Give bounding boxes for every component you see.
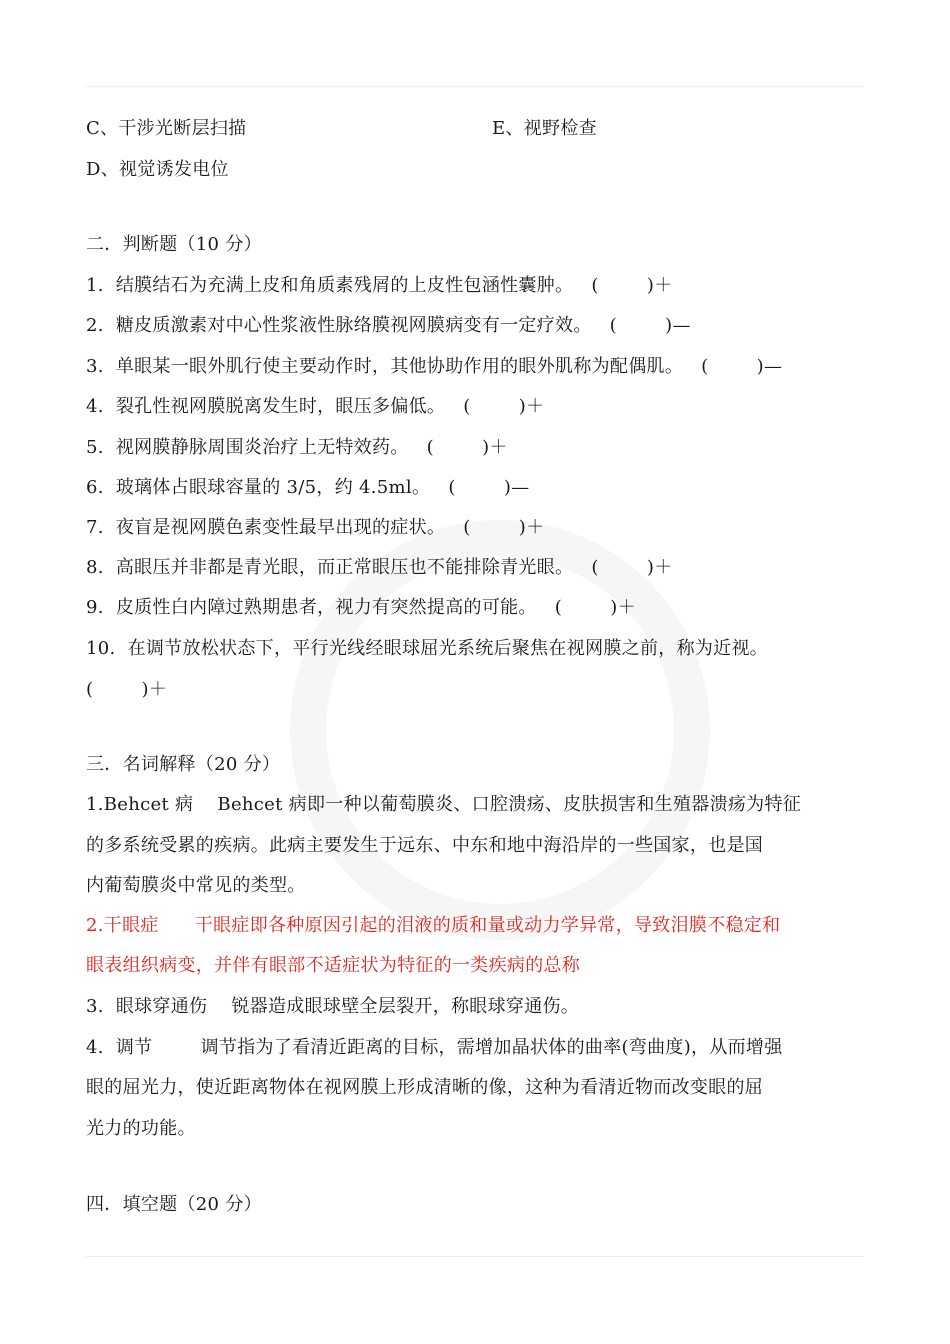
watermark-logo [290,520,710,940]
term-4-line-1: 4. 调节 调节指为了看清近距离的目标，需增加晶状体的曲率(弯曲度)，从而增强 [86,1037,783,1058]
option-c: C、干涉光断层扫描 [86,118,247,139]
tf-item-9: 9. 皮质性白内障过熟期患者，视力有突然提高的可能。 ( )＋ [86,597,636,618]
tf-item-10: 10. 在调节放松状态下，平行光线经眼球屈光系统后聚焦在视网膜之前，称为近视。 [86,638,769,659]
tf-item-7: 7. 夜盲是视网膜色素变性最早出现的症状。 ( )＋ [86,517,545,538]
term-1-line-3: 内葡萄膜炎中常见的类型。 [86,875,306,896]
section4-title: 四．填空题（20 分） [86,1194,262,1215]
tf-item-4: 4. 裂孔性视网膜脱离发生时，眼压多偏低。 ( )＋ [86,396,545,417]
term-1-line-1: 1.Behcet 病 Behcet 病即一种以葡萄膜炎、口腔溃疡、皮肤损害和生殖器溃疡为特征 [86,794,802,815]
tf-item-5: 5. 视网膜静脉周围炎治疗上无特效药。 ( )＋ [86,437,508,458]
tf-item-1: 1. 结膜结石为充满上皮和角质素残屑的上皮性包涵性囊肿。 ( )＋ [86,275,673,296]
section3-title: 三．名词解释（20 分） [86,754,281,775]
header-rule [86,86,864,87]
tf-item-6: 6. 玻璃体占眼球容量的 3/5，约 4.5ml。 ( )— [86,477,530,498]
tf-item-8: 8. 高眼压并非都是青光眼，而正常眼压也不能排除青光眼。 ( )＋ [86,557,673,578]
term-1-line-2: 的多系统受累的疾病。此病主要发生于远东、中东和地中海沿岸的一些国家，也是国 [86,835,764,856]
term-2-line-1: 2.干眼症 干眼症即各种原因引起的泪液的质和量或动力学异常，导致泪膜不稳定和 [86,915,781,936]
footer-rule [86,1256,864,1257]
option-d: D、视觉诱发电位 [86,159,229,180]
tf-item-2: 2. 糖皮质激素对中心性浆液性脉络膜视网膜病变有一定疗效。 ( )— [86,315,691,336]
term-2-line-2: 眼表组织病变，并伴有眼部不适症状为特征的一类疾病的总称 [86,955,581,976]
option-e: E、视野检查 [492,118,597,139]
term-4-line-2: 眼的屈光力，使近距离物体在视网膜上形成清晰的像，这种为看清近物而改变眼的屈 [86,1077,764,1098]
tf-item-3: 3. 单眼某一眼外肌行使主要动作时，其他协助作用的眼外肌称为配偶肌。 ( )— [86,356,783,377]
term-3-line-1: 3. 眼球穿通伤 锐器造成眼球壁全层裂开，称眼球穿通伤。 [86,996,580,1017]
section2-title: 二．判断题（10 分） [86,234,262,255]
tf-item-10-answer: ( )＋ [86,679,168,700]
term-4-line-3: 光力的功能。 [86,1118,196,1139]
